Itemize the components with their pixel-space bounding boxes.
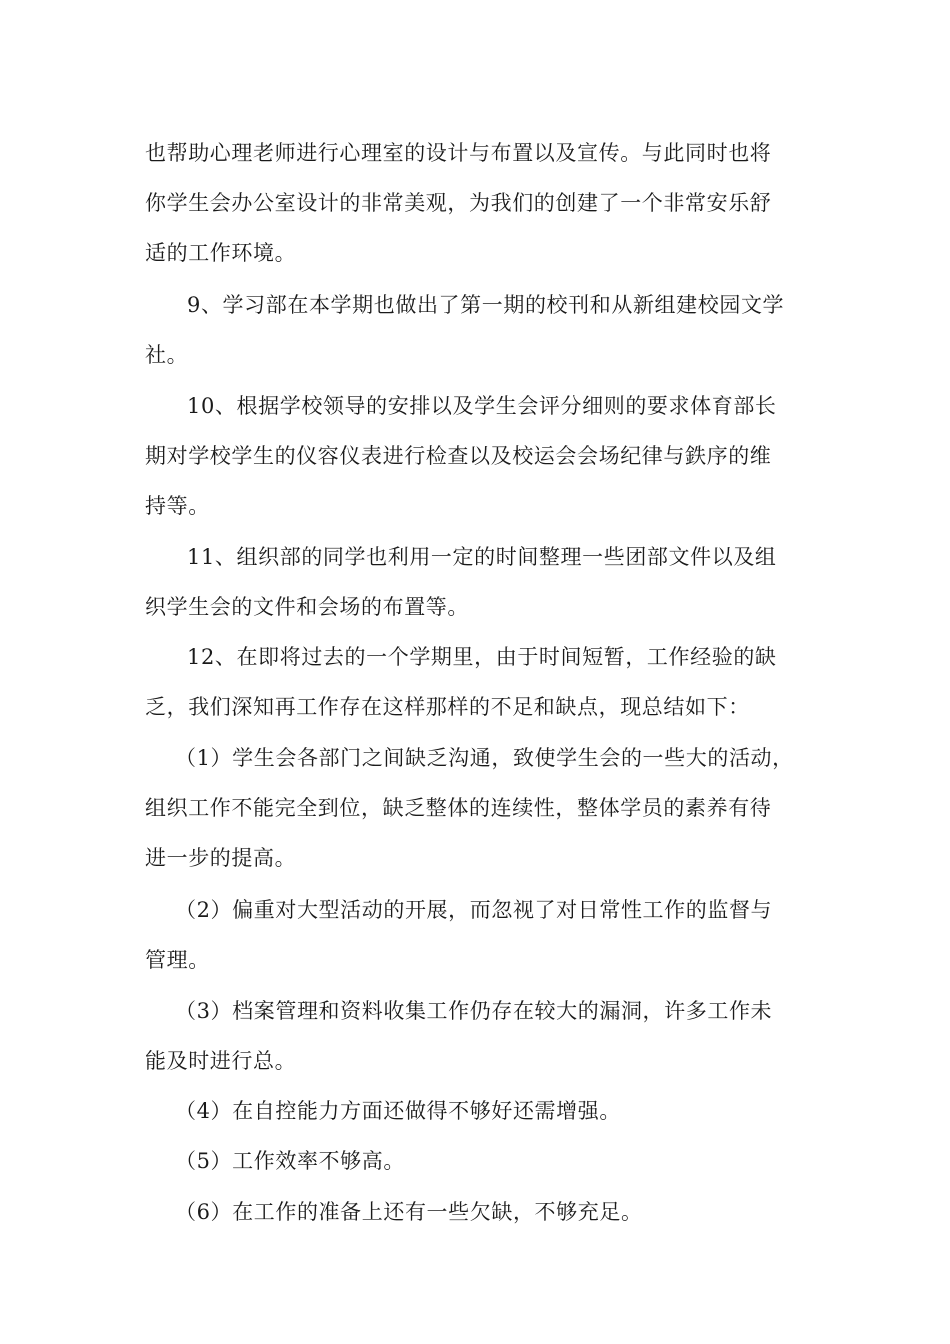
- paragraph-sub-item-2: [145, 885, 825, 985]
- paragraph-item-9: [145, 280, 825, 380]
- text-line: 也帮助心理老师进行心理室的设计与布置以及宣传。与此同时也将: [145, 141, 772, 165]
- text-line: 适的工作环境。: [145, 241, 297, 265]
- text-line: 进一步的提高。: [145, 846, 297, 870]
- text-line: 乏，我们深知再工作存在这样那样的不足和缺点，现总结如下：: [145, 695, 750, 719]
- text-line: （5）工作效率不够高。: [175, 1149, 405, 1173]
- text-line: 12、在即将过去的一个学期里，由于时间短暂，工作经验的缺: [187, 645, 777, 669]
- paragraph-item-11: [145, 532, 825, 632]
- text-line: 社。: [145, 343, 189, 367]
- text-line: （2）偏重对大型活动的开展，而忽视了对日常性工作的监督与: [175, 898, 773, 922]
- text-line: 组织工作不能完全到位，缺乏整体的连续性，整体学员的素养有待: [145, 796, 772, 820]
- paragraph-sub-item-3: [145, 986, 825, 1086]
- text-line: 11、组织部的同学也利用一定的时间整理一些团部文件以及组: [187, 545, 777, 569]
- text-line: 你学生会办公室设计的非常美观，为我们的创建了一个非常安乐舒: [145, 191, 772, 215]
- text-line: 期对学校学生的仪容仪表进行检查以及校运会会场纪律与鉄序的维: [145, 444, 772, 468]
- text-line: 能及时进行总。: [145, 1049, 297, 1073]
- text-line: 9、学习部在本学期也做出了第一期的校刊和从新组建校园文学: [187, 293, 785, 317]
- text-line: 织学生会的文件和会场的布置等。: [145, 595, 469, 619]
- text-line: （4）在自控能力方面还做得不够好还需增强。: [175, 1099, 621, 1123]
- paragraph-item-10: [145, 381, 825, 531]
- paragraph-sub-item-5: [145, 1136, 825, 1186]
- text-line: 管理。: [145, 948, 210, 972]
- paragraph-item-12: [145, 632, 825, 732]
- paragraph-sub-item-1: [145, 733, 825, 883]
- text-line: 10、根据学校领导的安排以及学生会评分细则的要求体育部长: [187, 394, 777, 418]
- paragraph-intro: [145, 128, 825, 278]
- text-line: （3）档案管理和资料收集工作仍存在较大的漏洞，许多工作未: [175, 999, 773, 1023]
- paragraph-sub-item-6: [145, 1187, 825, 1237]
- text-line: （6）在工作的准备上还有一些欠缺，不够充足。: [175, 1200, 643, 1224]
- paragraph-sub-item-4: [145, 1086, 825, 1136]
- text-line: （1）学生会各部门之间缺乏沟通，致使学生会的一些大的活动，: [175, 746, 794, 770]
- text-line: 持等。: [145, 494, 210, 518]
